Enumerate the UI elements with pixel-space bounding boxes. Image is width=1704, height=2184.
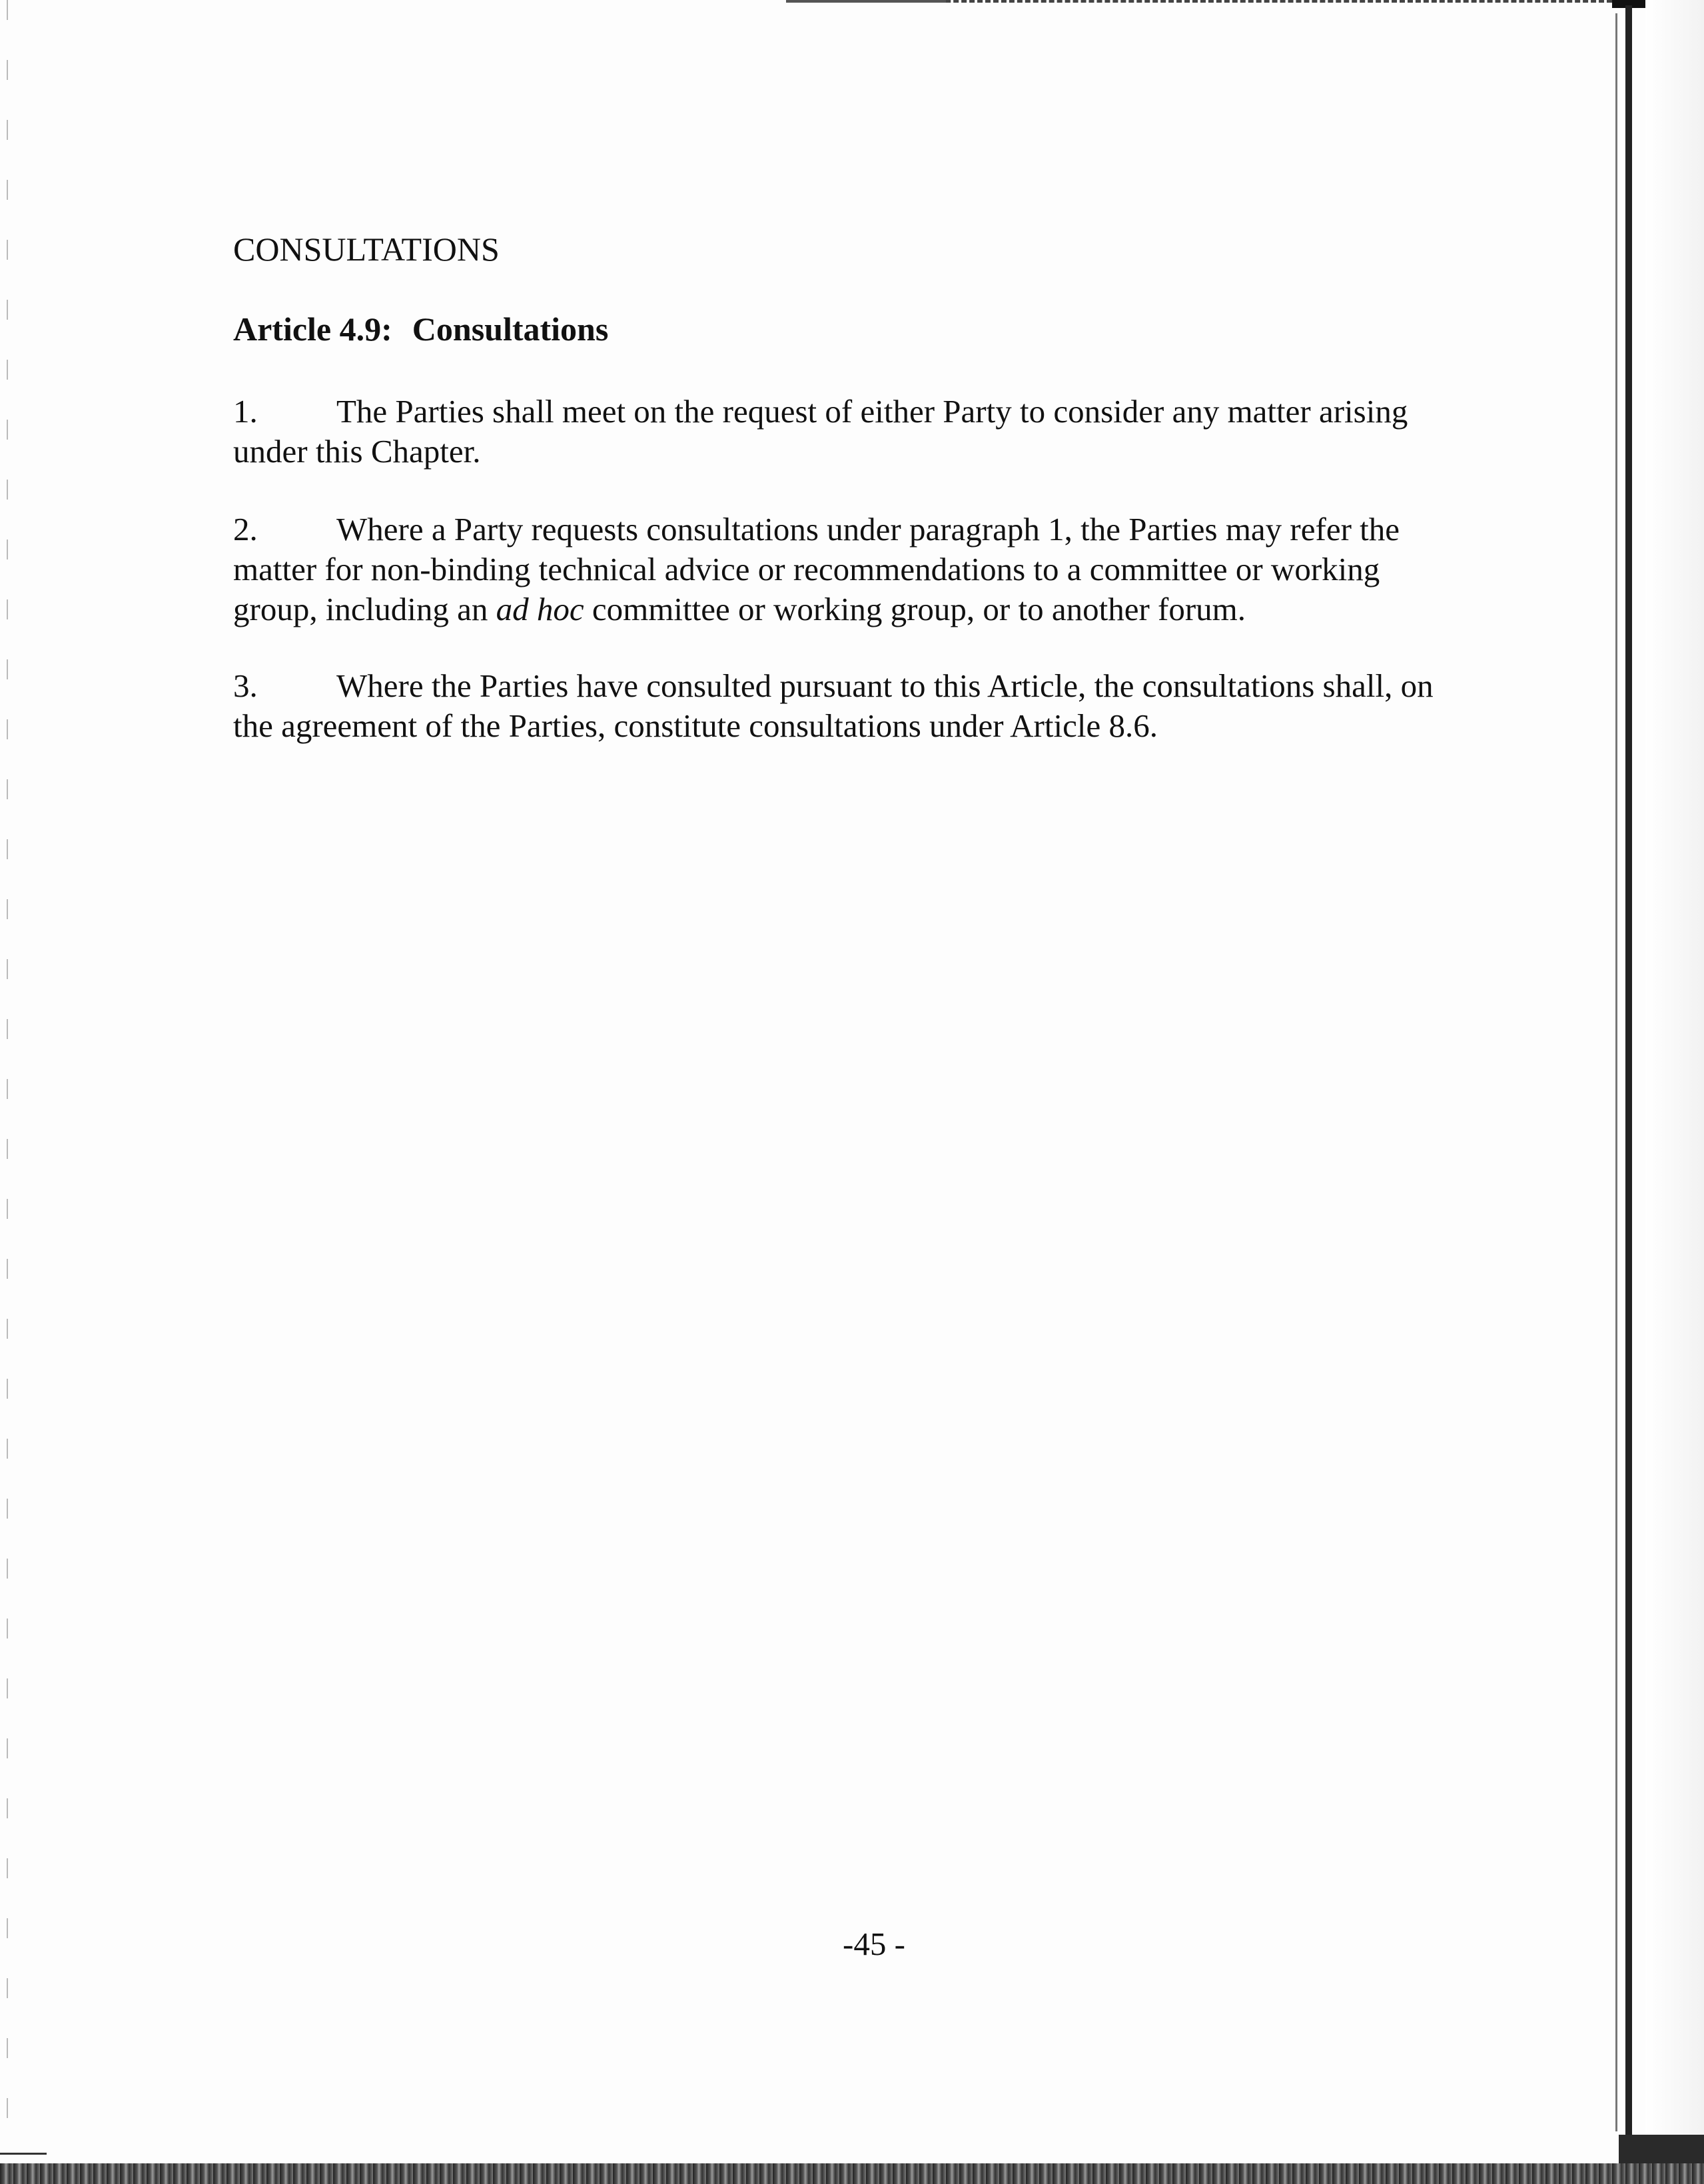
scan-right-margin [1645, 0, 1704, 2184]
scan-left-mark [0, 2153, 47, 2155]
paragraph-2-line-2: matter for non-binding technical advice or recommendations to a committee or working [233, 551, 1380, 587]
scan-bottom-band [0, 2163, 1704, 2184]
scan-right-edge [1625, 5, 1632, 2137]
article-title [233, 310, 608, 348]
paragraph-2-line-3 [233, 589, 1499, 629]
paragraph-1-line-2: under this Chapter. [233, 433, 481, 470]
paragraph-text: committee or working group, or to another forum. [584, 591, 1246, 627]
paragraph-2 [233, 510, 1499, 629]
paragraph-3 [233, 666, 1499, 746]
section-heading: CONSULTATIONS [233, 230, 500, 268]
scan-right-thin-edge [1615, 13, 1617, 2131]
paragraph-1-line-1 [233, 392, 1499, 432]
paragraph-text: The Parties shall meet on the request of either Party to consider any matter arising [336, 393, 1408, 430]
paragraph-number: 1. [233, 393, 258, 430]
paragraph-1 [233, 392, 1499, 472]
paragraph-number: 2. [233, 511, 258, 547]
scan-top-solid-border [786, 0, 946, 3]
scan-left-edge [7, 0, 8, 2145]
paragraph-3-line-1 [233, 666, 1499, 706]
paragraph-text: Where the Parties have consulted pursuant to this Article, the consultations shall, on [336, 667, 1434, 704]
page-number: -45 - [843, 1926, 905, 1962]
paragraph-text: Where a Party requests consultations under paragraph 1, the Parties may refer the [336, 511, 1400, 547]
italic-term: ad hoc [496, 591, 584, 627]
article-name: Consultations [412, 310, 609, 348]
paragraph-text: group, including an [233, 591, 496, 627]
article-number: Article 4.9: [233, 310, 392, 348]
paragraph-3-line-2: the agreement of the Parties, constitute consultations under Article 8.6. [233, 707, 1158, 744]
paragraph-number: 3. [233, 667, 258, 704]
paragraph-2-line-1 [233, 510, 1499, 549]
